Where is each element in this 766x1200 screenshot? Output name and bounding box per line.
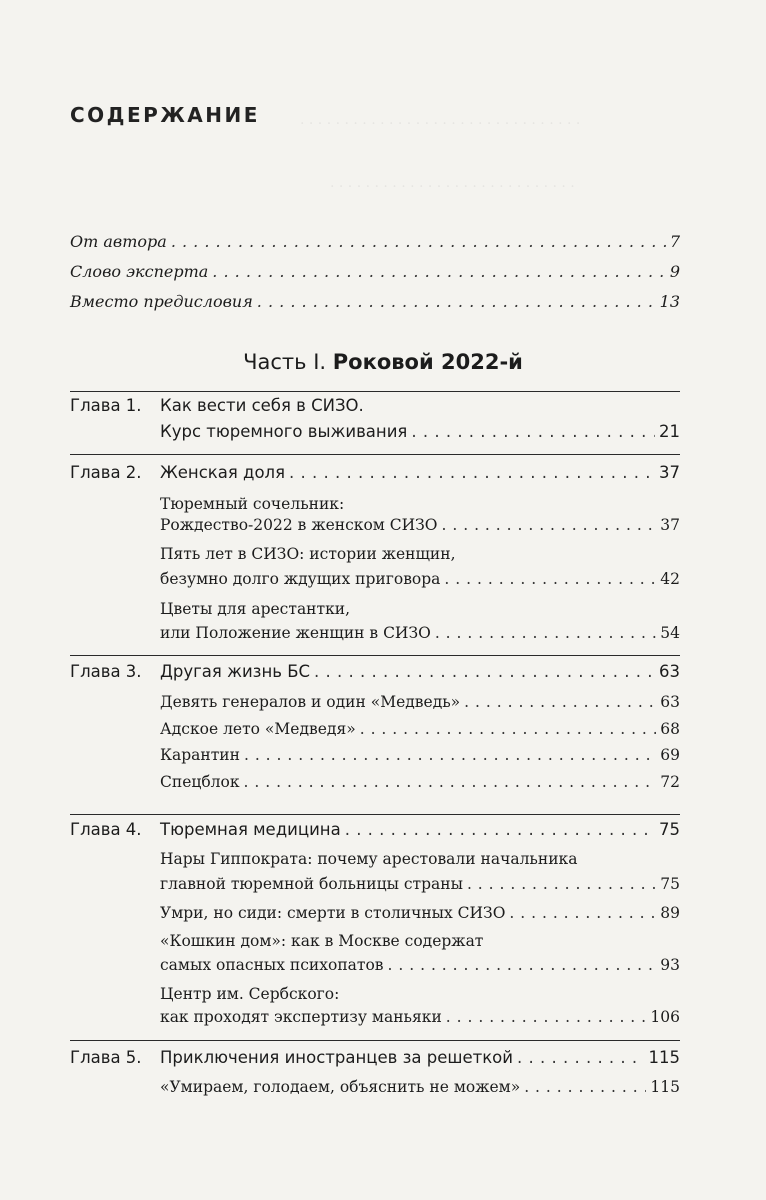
chapter-title: Тюремная медицина <box>160 820 341 839</box>
page-number: 54 <box>660 624 680 642</box>
page-number: 69 <box>660 746 680 764</box>
divider <box>70 454 680 455</box>
divider <box>70 655 680 656</box>
chapter-title: Женская доля <box>160 463 286 482</box>
toc-entry-preface[interactable] <box>70 292 680 311</box>
section-title-cont: безумно долго ждущих приговора <box>160 570 441 588</box>
chapter-title: Другая жизнь БС <box>160 662 311 681</box>
toc-section[interactable] <box>160 1008 680 1026</box>
section-title: «Умираем, голодаем, объяснить не можем» <box>160 1078 521 1096</box>
part-prefix: Часть I. <box>243 350 327 374</box>
page-number: 13 <box>659 292 680 311</box>
section-title[interactable]: Цветы для арестантки, <box>160 600 351 618</box>
toc-chapter-4[interactable] <box>160 820 680 839</box>
dot-leader <box>257 292 656 311</box>
section-title[interactable]: Пять лет в СИЗО: истории женщин, <box>160 545 456 563</box>
toc-heading: СОДЕРЖАНИЕ <box>70 103 260 127</box>
chapter-label: Глава 1. <box>70 396 142 415</box>
dot-leader <box>435 624 656 642</box>
toc-section[interactable] <box>160 1078 680 1096</box>
page-number: 72 <box>660 773 680 791</box>
chapter-title-cont: Курс тюремного выживания <box>160 422 408 441</box>
section-title: Девять генералов и один «Медведь» <box>160 693 461 711</box>
dot-leader <box>524 1078 646 1096</box>
toc-section[interactable] <box>160 875 680 893</box>
chapter-label: Глава 5. <box>70 1048 142 1067</box>
section-title: Умри, но сиди: смерти в столичных СИЗО <box>160 904 506 922</box>
divider <box>70 1040 680 1041</box>
page-number: 42 <box>660 570 680 588</box>
chapter-label: Глава 3. <box>70 662 142 681</box>
page-number: 68 <box>660 720 680 738</box>
section-title-cont: Рождество-2022 в женском СИЗО <box>160 516 438 534</box>
page-number: 106 <box>650 1008 680 1026</box>
section-title: Адское лето «Медведя» <box>160 720 356 738</box>
dot-leader <box>464 693 656 711</box>
dot-leader <box>467 875 656 893</box>
dot-leader <box>212 262 666 281</box>
toc-section[interactable] <box>160 693 680 711</box>
toc-entry-expert-word[interactable] <box>70 262 680 281</box>
section-title-cont: самых опасных психопатов <box>160 956 384 974</box>
dot-leader <box>314 662 655 681</box>
section-title[interactable]: Тюремный сочельник: <box>160 495 345 513</box>
page-number: 37 <box>660 516 680 534</box>
page-number: 37 <box>659 463 680 482</box>
part-title <box>0 350 766 374</box>
page-number: 75 <box>659 820 680 839</box>
dot-leader <box>171 232 666 251</box>
divider <box>70 814 680 815</box>
divider <box>70 391 680 392</box>
toc-chapter-5[interactable] <box>160 1048 680 1067</box>
dot-leader <box>360 720 657 738</box>
toc-section[interactable] <box>160 746 680 764</box>
show-through-text: . . . . . . . . . . . . . . . . . . . . . . . . . . . . <box>330 175 575 191</box>
dot-leader <box>442 516 657 534</box>
dot-leader <box>446 1008 647 1026</box>
dot-leader <box>244 746 656 764</box>
section-title: Спецблок <box>160 773 240 791</box>
dot-leader <box>244 773 657 791</box>
section-title[interactable]: Центр им. Сербского: <box>160 985 340 1003</box>
toc-section[interactable] <box>160 720 680 738</box>
toc-section[interactable] <box>160 516 680 534</box>
toc-chapter-1[interactable] <box>160 422 680 441</box>
dot-leader <box>444 570 656 588</box>
toc-section[interactable] <box>160 570 680 588</box>
dot-leader <box>509 904 656 922</box>
dot-leader <box>289 463 655 482</box>
toc-section[interactable] <box>160 624 680 642</box>
dot-leader <box>388 956 657 974</box>
section-title-cont: главной тюремной больницы страны <box>160 875 463 893</box>
chapter-label: Глава 2. <box>70 463 142 482</box>
part-name: Роковой 2022-й <box>332 350 523 374</box>
section-title[interactable]: «Кошкин дом»: как в Москве содержат <box>160 932 484 950</box>
page-number: 9 <box>669 262 680 281</box>
chapter-title: Приключения иностранцев за решеткой <box>160 1048 514 1067</box>
page-number: 115 <box>650 1078 680 1096</box>
entry-title: Слово эксперта <box>70 262 209 281</box>
chapter-title[interactable]: Как вести себя в СИЗО. <box>160 396 364 415</box>
page-number: 7 <box>669 232 680 251</box>
dot-leader <box>345 820 655 839</box>
toc-section[interactable] <box>160 904 680 922</box>
dot-leader <box>411 422 655 441</box>
page-number: 21 <box>659 422 680 441</box>
section-title-cont: или Положение женщин в СИЗО <box>160 624 431 642</box>
chapter-label: Глава 4. <box>70 820 142 839</box>
page-number: 63 <box>660 693 680 711</box>
page-number: 75 <box>660 875 680 893</box>
section-title: Карантин <box>160 746 240 764</box>
section-title[interactable]: Нары Гиппократа: почему арестовали начальника <box>160 850 578 868</box>
toc-chapter-2[interactable] <box>160 463 680 482</box>
toc-entry-from-author[interactable] <box>70 232 680 251</box>
show-through-text: . . . . . . . . . . . . . . . . . . . . . . . . . . . . . . . . <box>300 112 581 128</box>
entry-title: От автора <box>70 232 167 251</box>
entry-title: Вместо предисловия <box>70 292 253 311</box>
toc-section[interactable] <box>160 956 680 974</box>
page-number: 63 <box>659 662 680 681</box>
page-number: 89 <box>660 904 680 922</box>
page-number: 115 <box>648 1048 680 1067</box>
section-title-cont: как проходят экспертизу маньяки <box>160 1008 442 1026</box>
dot-leader <box>517 1048 644 1067</box>
toc-section[interactable] <box>160 773 680 791</box>
toc-chapter-3[interactable] <box>160 662 680 681</box>
page-number: 93 <box>660 956 680 974</box>
